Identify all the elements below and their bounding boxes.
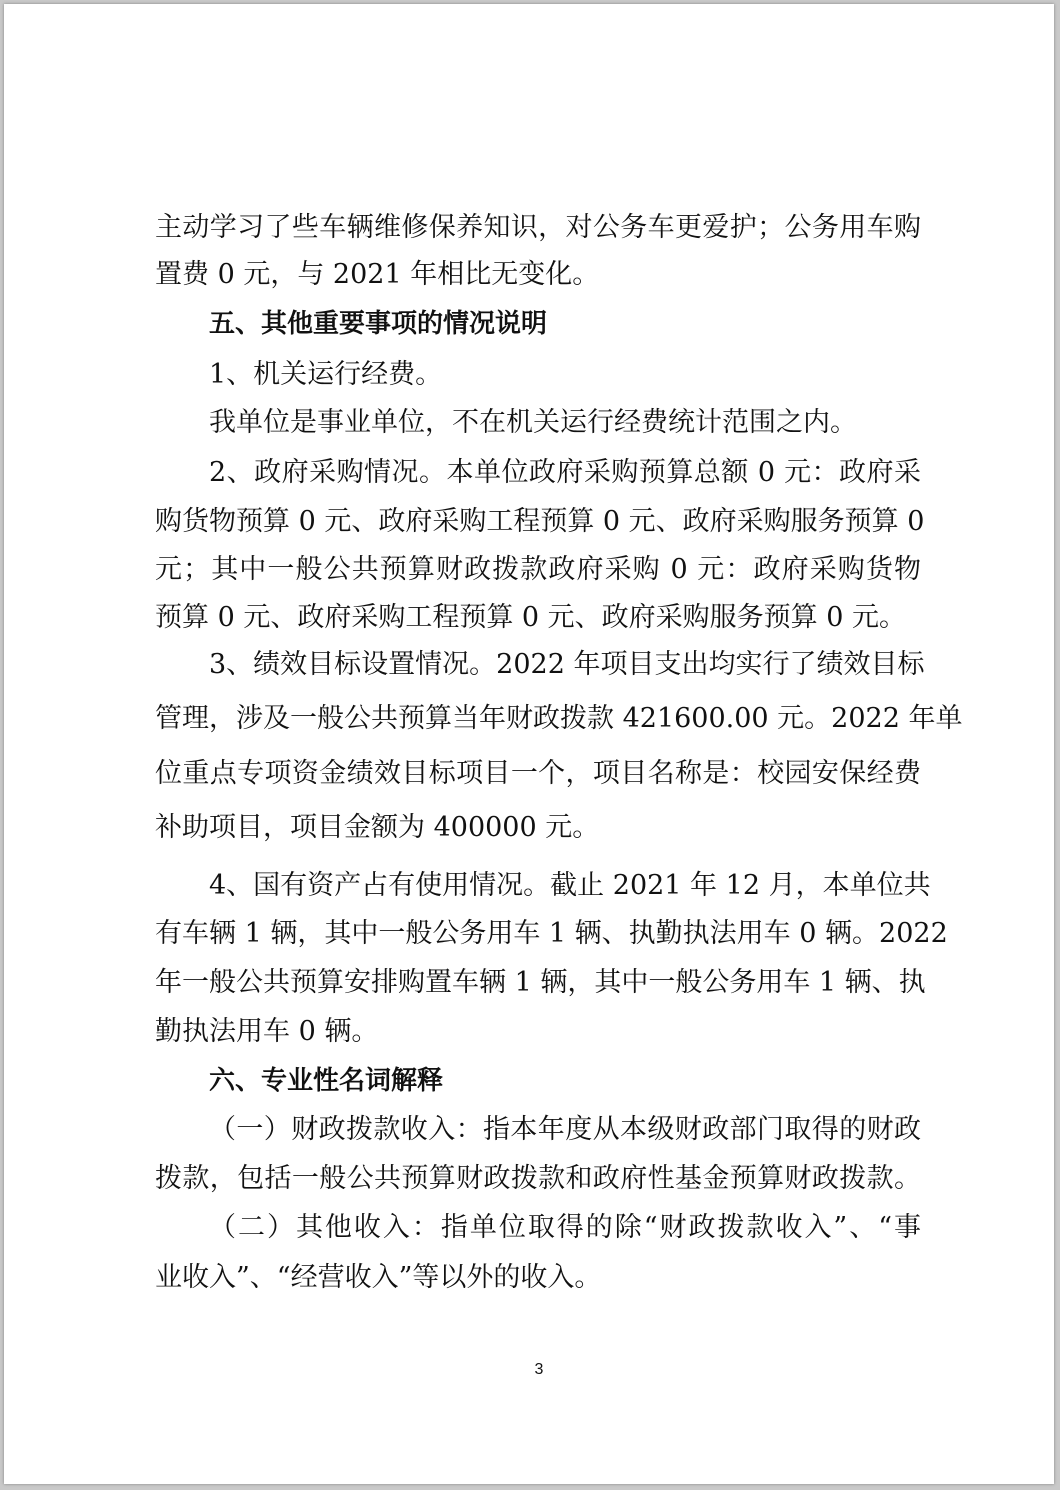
text-line: 元；其中一般公共预算财政拨款政府采购 0 元：政府采购货物 <box>155 554 921 585</box>
text-line: 预算 0 元、政府采购工程预算 0 元、政府采购服务预算 0 元。 <box>155 602 907 633</box>
text-line: 2、政府采购情况。本单位政府采购预算总额 0 元：政府采 <box>209 457 921 488</box>
text-line: 3、绩效目标设置情况。2022 年项目支出均实行了绩效目标 <box>209 649 925 680</box>
text-line: 拨款，包括一般公共预算财政拨款和政府性基金预算财政拨款。 <box>155 1163 921 1194</box>
text-line: 有车辆 1 辆，其中一般公务用车 1 辆、执勤执法用车 0 辆。2022 <box>155 918 948 949</box>
text-line: 主动学习了些车辆维修保养知识，对公务车更爱护；公务用车购 <box>155 212 921 243</box>
text-line: （二）其他收入：指单位取得的除“财政拨款收入”、“事 <box>209 1212 921 1243</box>
section-heading-6: 六、专业性名词解释 <box>209 1066 444 1096</box>
text-line: 年一般公共预算安排购置车辆 1 辆，其中一般公务用车 1 辆、执 <box>155 967 926 998</box>
text-line: 1、机关运行经费。 <box>209 359 443 390</box>
text-line: 管理，涉及一般公共预算当年财政拨款 421600.00 元。2022 年单 <box>155 703 963 734</box>
text-line: 位重点专项资金绩效目标项目一个，项目名称是：校园安保经费 <box>155 758 921 789</box>
document-page <box>4 4 1054 1484</box>
text-line: 勤执法用车 0 辆。 <box>155 1016 379 1047</box>
page-number: 3 <box>534 1361 544 1378</box>
text-line: 补助项目，项目金额为 400000 元。 <box>155 812 600 843</box>
text-line: 4、国有资产占有使用情况。截止 2021 年 12 月，本单位共 <box>209 870 931 901</box>
text-line: 我单位是事业单位，不在机关运行经费统计范围之内。 <box>209 407 857 438</box>
text-line: 购货物预算 0 元、政府采购工程预算 0 元、政府采购服务预算 0 <box>155 506 925 537</box>
text-line: 置费 0 元，与 2021 年相比无变化。 <box>155 259 600 290</box>
section-heading-5: 五、其他重要事项的情况说明 <box>209 309 548 339</box>
text-line: （一）财政拨款收入：指本年度从本级财政部门取得的财政 <box>209 1114 921 1145</box>
text-line: 业收入”、“经营收入”等以外的收入。 <box>155 1262 602 1293</box>
